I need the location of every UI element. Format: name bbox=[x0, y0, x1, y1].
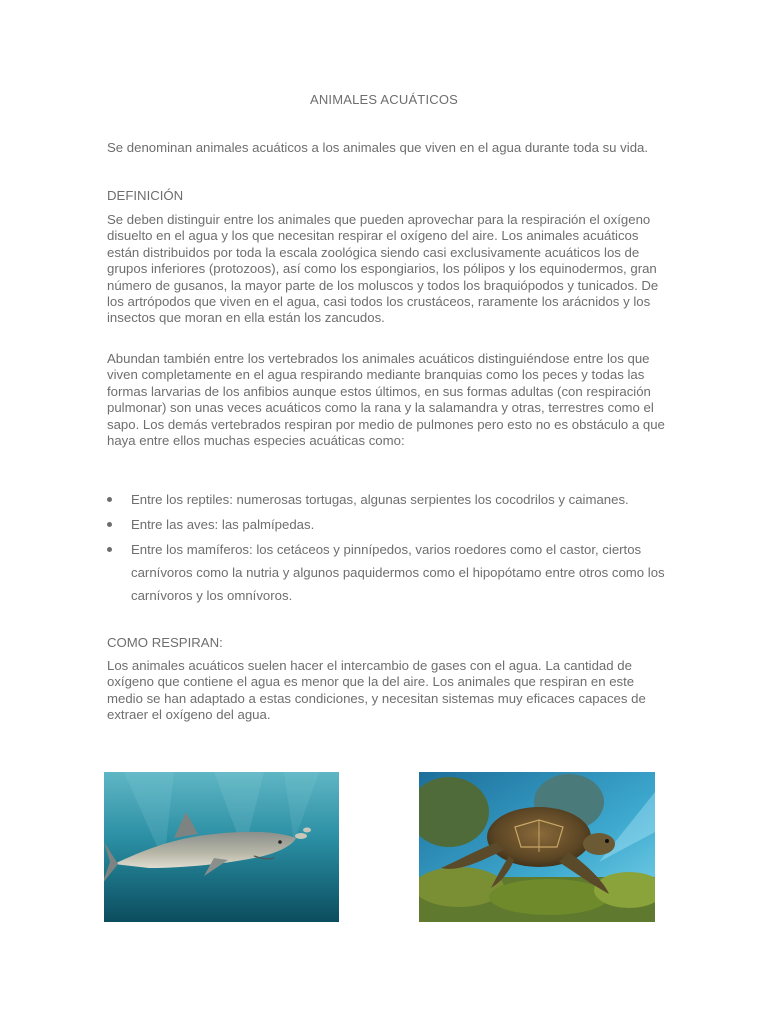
list-item bbox=[107, 488, 667, 511]
list-item bbox=[107, 513, 667, 536]
list-item bbox=[107, 538, 667, 607]
definition-text-2: Abundan también entre los vertebrados los animales acuáticos distinguiéndose entre los que viven completamente en el agua respirando mediante branquias como los peces y todas las formas larvarias de los anfibios aunque estos últimos, en sus formas adultas (con respiración pulmonar) son unas veces acuáticos como la rana y la salamandra y otras, terrestres como el sapo. Los demás vertebrados respiran por medio de pulmones pero esto no es obstáculo a que haya entre ellos muchas especies acuáticas como: bbox=[107, 351, 665, 449]
intro-text: Se denominan animales acuáticos a los animales que viven en el agua durante toda su vida. bbox=[107, 140, 649, 155]
breathing-heading: COMO RESPIRAN: bbox=[107, 635, 223, 650]
definition-text-1: Se deben distinguir entre los animales que pueden aprovechar para la respiración el oxígeno disuelto en el agua y los que necesitan respirar el oxígeno del aire. Los animales acuáticos están distribuidos por toda la escala zoológica siendo casi exclusivamente acuáticos los de grupos inferiores (protozoos), así como los espongiarios, los pólipos y los equinodermos, gran número de gusanos, la mayor parte de los moluscos y todos los braquiópodos y tunicados. De los artrópodos que viven en el agua, casi todos los crustáceos, raramente los arácnidos y los insectos que moran en ella están los zancudos. bbox=[107, 212, 659, 326]
shark-illustration bbox=[104, 772, 339, 922]
breathing-paragraph bbox=[107, 658, 667, 724]
bullet-list bbox=[107, 488, 667, 609]
definition-heading: DEFINICIÓN bbox=[107, 188, 184, 203]
definition-paragraph-1 bbox=[107, 212, 667, 327]
shark-photo bbox=[104, 772, 339, 922]
bullet-icon bbox=[107, 547, 112, 552]
list-item-text: Entre las aves: las palmípedas. bbox=[131, 517, 315, 532]
list-item-text: Entre los mamíferos: los cetáceos y pinnípedos, varios roedores como el castor, ciertos carnívoros como la nutria y algunos paquidermos como el hipopótamo entre otros como los carnívoros y los omnívoros. bbox=[131, 542, 665, 603]
list-item-text: Entre los reptiles: numerosas tortugas, algunas serpientes los cocodrilos y caimanes. bbox=[131, 492, 629, 507]
intro-paragraph bbox=[107, 140, 667, 156]
definition-paragraph-2 bbox=[107, 351, 667, 449]
sea-turtle-photo bbox=[419, 772, 655, 922]
bullet-icon bbox=[107, 497, 112, 502]
turtle-illustration bbox=[419, 772, 655, 922]
bullet-icon bbox=[107, 522, 112, 527]
breathing-text: Los animales acuáticos suelen hacer el intercambio de gases con el agua. La cantidad de oxígeno que contiene el agua es menor que la del aire. Los animales que respiran en este medio se han adaptado a estas condiciones, y necesitan sistemas muy eficaces capaces de extraer el oxígeno del agua. bbox=[107, 658, 646, 723]
page-title: ANIMALES ACUÁTICOS bbox=[309, 92, 459, 107]
